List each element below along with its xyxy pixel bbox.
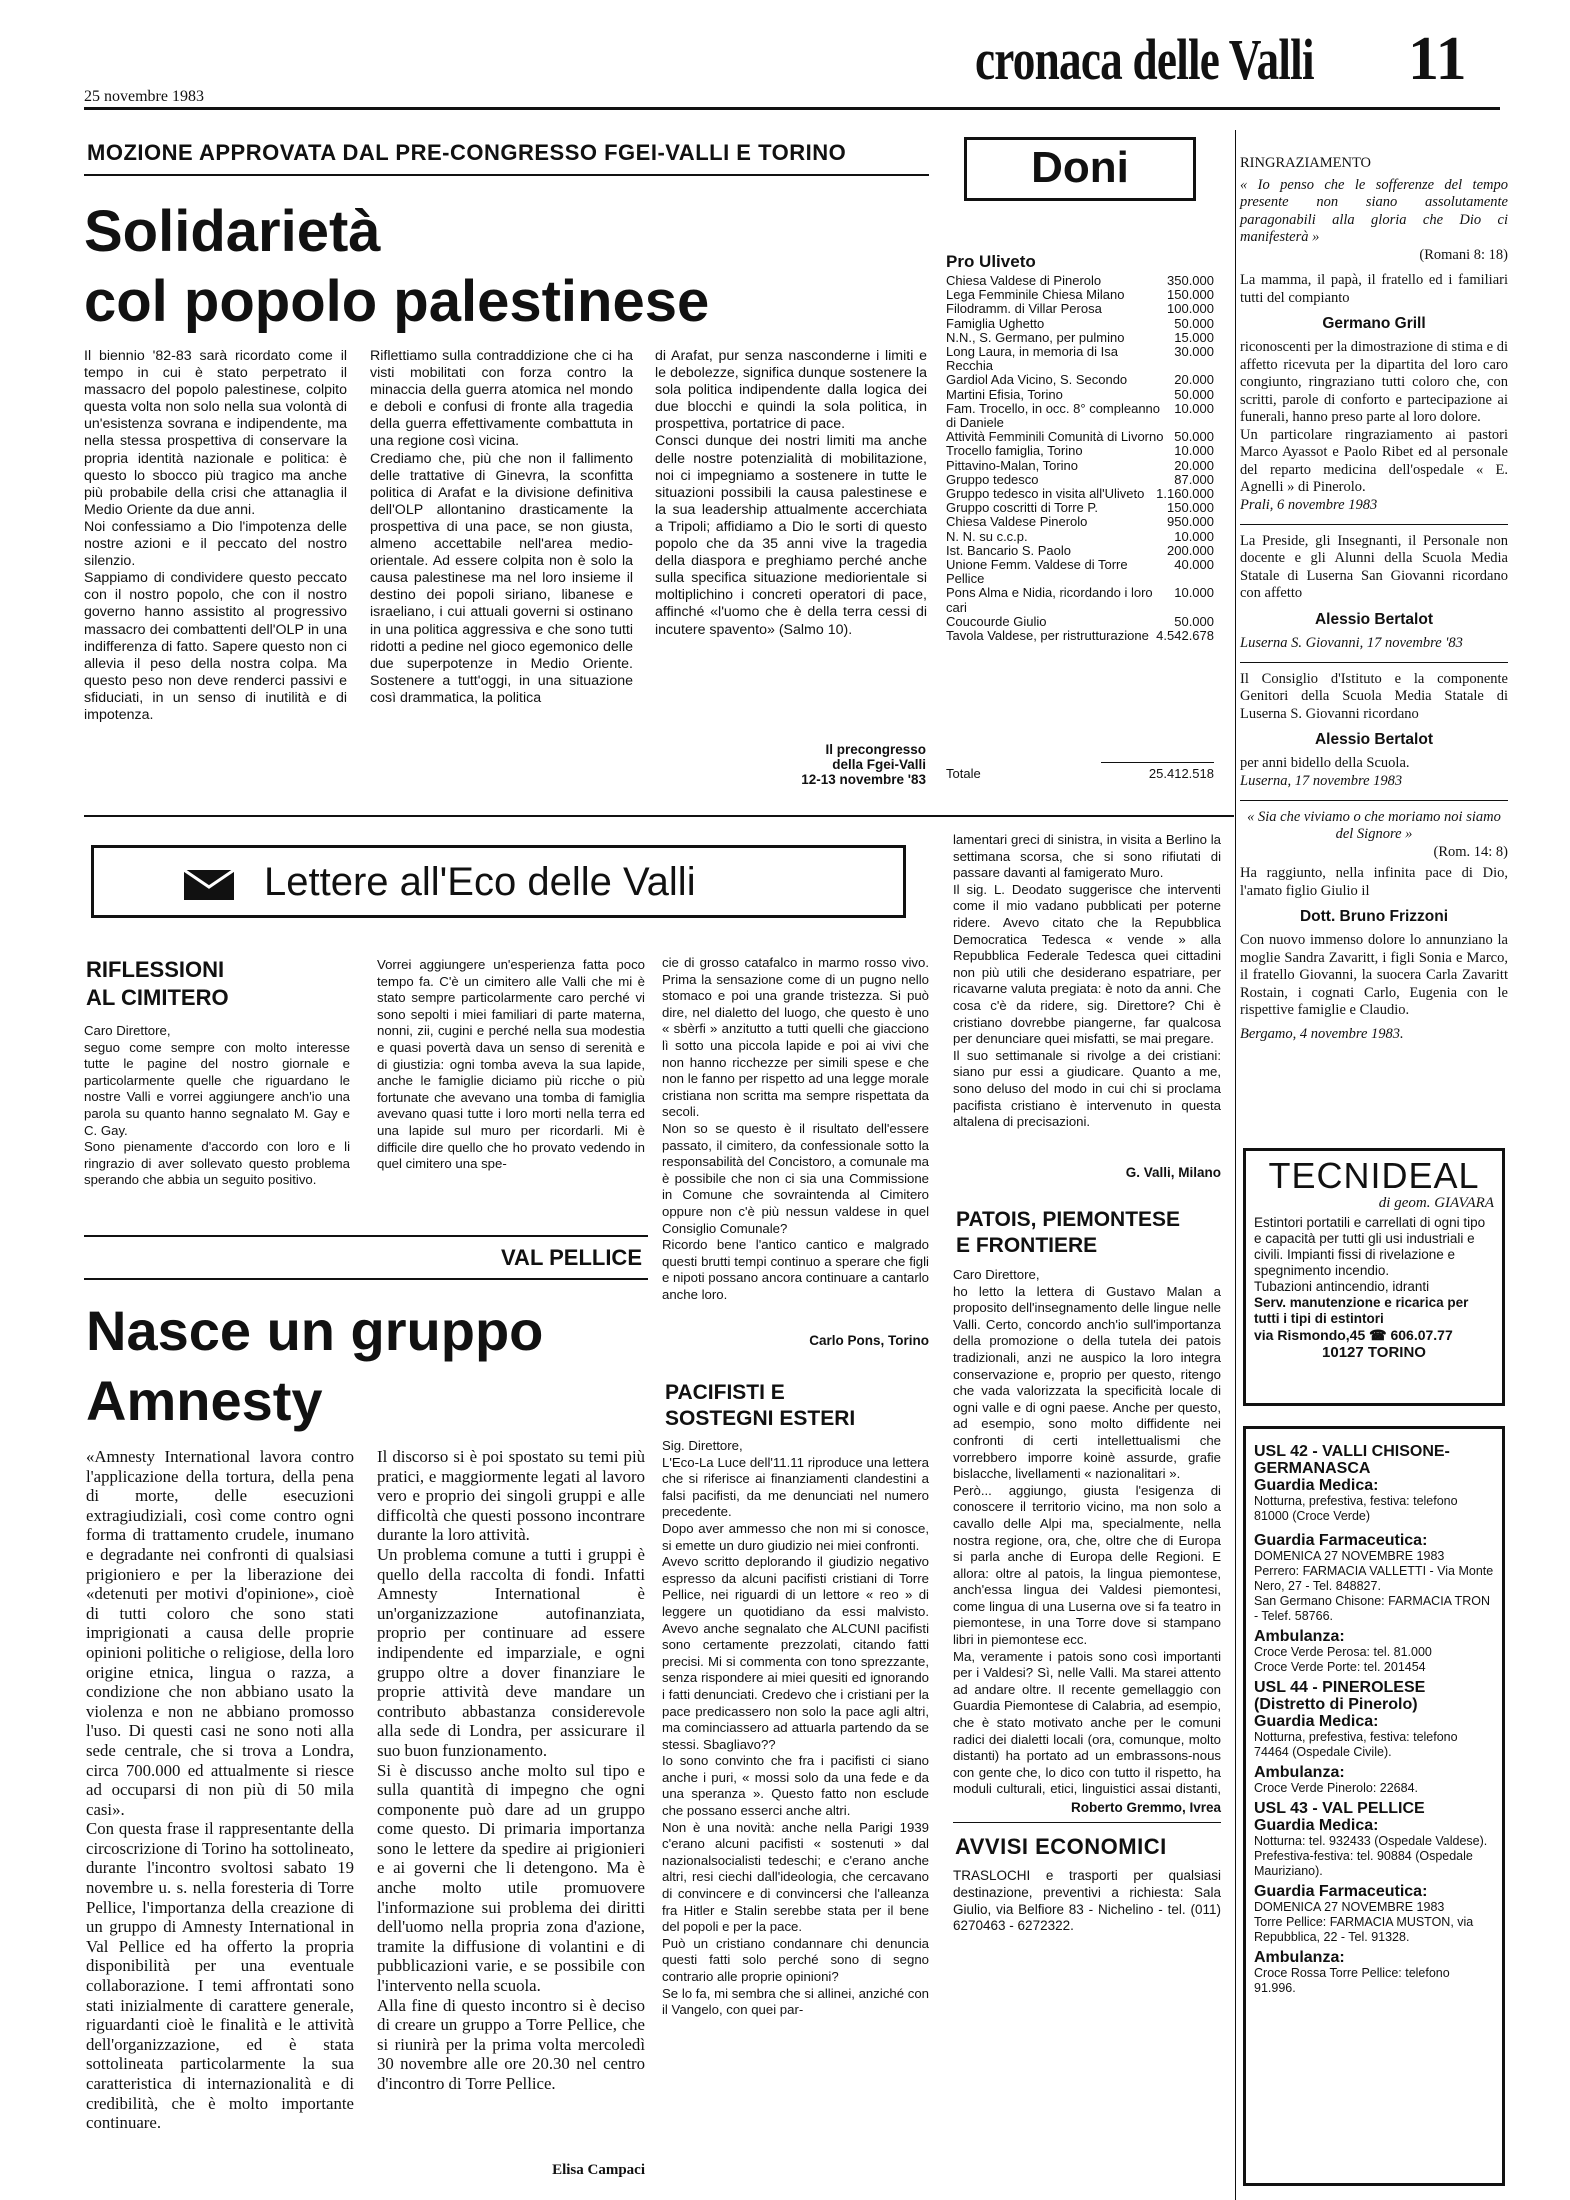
usl-subtitle: Guardia Farmaceutica: — [1254, 1883, 1428, 1900]
tecnideal-text: Tubazioni antincendio, idranti — [1254, 1279, 1430, 1294]
doni-donor: Pons Alma e Nidia, ricordando i loro cari — [946, 585, 1153, 615]
letters-banner — [91, 845, 906, 918]
obituary-text: Con nuovo immenso dolore lo annunziano la moglie Sandra Zavaritt, i figli Sonia e Marco, il fratello Giovanni, la suocera Carla Zavaritt Rostain, i cognati Carlo, Eugenia con le rispettive famiglie e Claudio. — [1240, 932, 1508, 1018]
quote-1-ref: (Romani 8: 18) — [1419, 246, 1508, 263]
usl-text: Notturna, prefestiva, festiva: telefono 81000 (Croce Verde) — [1254, 1494, 1458, 1523]
usl-subtitle: Ambulanza: — [1254, 1949, 1345, 1966]
tecnideal-text: Estintori portatili e carrellati di ogni tipo e capacità per tutti gli usi industriali e civili. Impianti fissi di rivelazione e spegnimento incendio. — [1254, 1215, 1486, 1278]
lead-article — [84, 130, 929, 815]
doni-total — [946, 767, 1214, 781]
lead-column-2: Riflettiamo sulla contraddizione che ci ha visti mobilitati con forza contro la minaccia della guerra atomica nel mondo e deboli e confusi di fronte alla tragedia della guerra effettivamente combattuta in una regione così vicina. Crediamo che, più che non il fallimento delle trattative di Ginevra, la sconfitta politica di Arafat e la divisione definitiva dell'OLP allontanino drasticamente la prospettiva di una pace, se non giusta, almeno accettabile nell'area medio-orientale. Ad essere colpita non è solo la causa palestinese ma nel loro insieme il destino dei popoli siriano, libanese e israeliano, i cui attuali governi si ostinano in una politica aggressiva e che sono tutti ridotti a pedine nel gioco egemonico delle due superpotenze in Medio Oriente. Sostenere a tutt'oggi, in una situazione così drammatica, la politica — [370, 348, 633, 706]
riflessioni-body: Caro Direttore, seguo come sempre con molto interesse tutte le pagine del nostro giornale e particolarmente quelle che riguardano le nostre Valli e vorrei aggiungere anch'io una parola su quanto hanno segnalato M. Gay e C. Gay. Sono pienamente d'accordo con loro e li ringrazio di aver sollevato questo problema sperando che abbia un seguito positivo. — [84, 1023, 350, 1188]
doni-row — [946, 473, 1214, 487]
lead-signature-line: Il precongresso — [825, 742, 926, 757]
ringraziamento-title: RINGRAZIAMENTO — [1240, 155, 1372, 171]
tecnideal-brand: TECNIDEAL — [1268, 1155, 1480, 1196]
obituary-text: riconoscenti per la dimostrazione di stima e di affetto ricevuta per la dipartita del loro caro congiunto, ringraziano tutti coloro che, con scritti, parole di conforto e partecipazione ai funerali, hanno preso parte al loro dolore. Un particolare ringraziamento ai pastori Marco Ayassot e Paolo Ribet ed al personale del reparto medicina dell'ospedale « E. Agnelli » di Pinerolo. — [1240, 339, 1508, 495]
doni-row — [946, 373, 1214, 387]
section-rule — [953, 1822, 1221, 1823]
doni-row — [946, 558, 1214, 586]
obituary-text: Ha raggiunto, nella infinita pace di Dio, l'amato figlio Giulio il — [1240, 865, 1508, 899]
section-rule — [84, 1235, 648, 1237]
letter-column: lamentari greci di sinistra, in visita a Berlino la settimana scorsa, che si sono rifiutati di passare davanti al famigerato Muro. Il sig. L. Deodato suggerisce che interventi come il mio vadano pubblicati per poterne ridere. Avevo citato che la Repubblica Democratica Tedesca « vende » alla Repubblica Federale Tedesca quei cittadini non più utili che desiderano espatriare, per ricavarne valuta pregiata: è noto da anni. Che cosa c'è da ridere, sig. Direttore? Chi è cristiano dovrebbe piangerne, far qualcosa per denunciare quei misfatti, se mai pregare. Il suo settimanale si rivolge a dei cristiani: siano pur essi a giudicare. Quanto a me, sono deluso del modo in cui chi si proclama pacifista cristiano è intervenuto in questa altalena di precisazioni. — [953, 832, 1221, 1130]
doni-donor: Coucourde Giulio — [946, 613, 1047, 629]
obituary-name: Alessio Bertalot — [1314, 610, 1433, 628]
envelope-icon — [184, 870, 234, 900]
usl-text: Croce Verde Pinerolo: 22684. — [1254, 1781, 1418, 1795]
tecnideal-address: via Rismondo,45 ☎ 606.07.77 — [1254, 1327, 1453, 1343]
lead-signature — [704, 742, 926, 787]
doni-amount: 10.000 — [1174, 400, 1214, 416]
quote-2: « Sia che viviamo o che moriamo noi siamo del Signore » — [1247, 808, 1501, 842]
patois-title: PATOIS, PIEMONTESE — [956, 1208, 1181, 1231]
doni-row — [946, 288, 1214, 302]
tecnideal-by: di geom. GIAVARA — [1378, 1195, 1494, 1211]
lead-column-1: Il biennio '82-83 sarà ricordato come il tempo in cui è stato perpetrato il massacro del popolo palestinese, colpito questa volta non solo nella sua volontà di un'esistenza sovrana e indipendente, ma nella stessa prospettiva di conservare la propria identità nazionale e politica: è questo lo sbocco più tragico ma anche più probabile della crisi che attanaglia il Medio Oriente da due anni. Noi confessiamo a Dio l'impotenza delle nostre azioni e il peccato del nostro silenzio. Sappiamo di condividere questo peccato con il nostro popolo, che con il nostro governo hanno assistito al progressivo massacro dei combattenti dell'OLP in una indifferenza di fatto. Sapere questo non ci allevia il peso della nostra colpa. Ma questo peso non deve renderci passivi e sfiduciati, in un senso di inutilità e di impotenza. — [84, 348, 347, 723]
lead-signature-line: 12-13 novembre '83 — [801, 772, 926, 787]
tecnideal-city: 10127 TORINO — [1322, 1344, 1426, 1361]
doni-amount: 40.000 — [1174, 557, 1214, 573]
quote-2-ref: (Rom. 14: 8) — [1433, 843, 1508, 860]
doni-amount: 20.000 — [1174, 457, 1214, 473]
pacifisti-title: PACIFISTI E — [665, 1381, 785, 1404]
obituary-name: Germano Grill — [1322, 315, 1426, 332]
lead-column-3: di Arafat, pur senza nasconderne i limiti e le debolezze, significa dunque sostenere la sola politica indipendente dalla logica dei due blocchi e quindi la sola politica, in prospettiva, portatrice di pace. Consci dunque dei nostri limiti ma anche delle nostre potenzialità di mobilitazione, noi ci impegniamo a sostenere in tutte le situazioni possibili la causa palestinese e la sua leadership attualmente accerchiata a Tripoli; affidiamo a Dio le sorti di questo popolo che da 35 anni vive la tragedia della diaspora e preghiamo perché anche sulla specifica situazione mediorientale si moltiplichino i concreti operatori di pace, affinché «l'uomo che è della terra cessi di incutere spavento» (Salmo 10). — [655, 348, 927, 638]
kicker-rule — [84, 174, 929, 176]
doni-donor: N. N. su c.c.p. — [946, 528, 1028, 544]
usl-subtitle: Guardia Medica: — [1254, 1817, 1379, 1834]
riflessioni-title: AL CIMITERO — [86, 985, 229, 1010]
doni-amount: 30.000 — [1174, 344, 1214, 360]
doni-row — [946, 615, 1214, 629]
doni-row — [946, 388, 1214, 402]
doni-donor: Ist. Bancario S. Paolo — [946, 542, 1072, 558]
avvisi-body: TRASLOCHI e trasporti per qualsiasi destinazione, preventivi a richiesta: Sala Giulio, via Belfiore 83 - Nichelino - tel. (011) 6270463 - 6272322. — [953, 1868, 1221, 1934]
doni-row — [946, 586, 1214, 614]
usl-title: USL 43 - VAL PELLICE — [1254, 1800, 1425, 1817]
doni-row — [946, 629, 1214, 643]
doni-amount: 87.000 — [1174, 471, 1214, 487]
doni-donor: Fam. Trocello, in occ. 8° compleanno di Daniele — [946, 400, 1161, 431]
usl-text: Croce Verde Perosa: tel. 81.000 Croce Verde Porte: tel. 201454 — [1254, 1645, 1432, 1674]
doni-donor: Gardiol Ada Vicino, S. Secondo — [946, 372, 1128, 388]
doni-amount: 50.000 — [1174, 315, 1214, 331]
doni-row — [946, 459, 1214, 473]
usl-subtitle: Guardia Medica: — [1254, 1477, 1379, 1494]
doni-row — [946, 302, 1214, 316]
doni-donor: Chiesa Valdese Pinerolo — [946, 514, 1088, 530]
letter-column: Vorrei aggiungere un'esperienza fatta poco tempo fa. C'è un cimitero alle Valli che mi è stato sempre particolarmente caro perché vi sono sepolti i miei familiari di parte materna, nonni, zii, cugini e perché nella sua modestia e quasi povertà dava un senso di serenità e di giustizia: ogni tomba aveva la sua lapide, anche le famiglie diciamo più ricche o più fortunate che avevano una tomba di famiglia avevano quasi tutte i loro morti nella terra ed una lapide sul muro per ricordarli. Mi è difficile dire quello che ho provato vedendo in quel cimitero una spe- — [377, 957, 645, 1172]
doni-amount: 50.000 — [1174, 429, 1214, 445]
issue-date: 25 novembre 1983 — [84, 88, 204, 105]
tecnideal-service: Serv. manutenzione e ricarica per tutti i tipi di estintori — [1254, 1295, 1469, 1326]
doni-amount: 15.000 — [1174, 329, 1214, 345]
doni-title: Doni — [1031, 143, 1129, 192]
patois-title: E FRONTIERE — [956, 1234, 1098, 1257]
doni-row — [946, 530, 1214, 544]
quote-1: « Io penso che le sofferenze del tempo presente non siano assolutamente paragonabili alla gloria che Dio ci manifesterà » — [1240, 176, 1508, 245]
doni-amount: 10.000 — [1174, 443, 1214, 459]
usl-box — [1243, 1426, 1505, 2186]
doni-row — [946, 331, 1214, 345]
obituary-text: La Preside, gli Insegnanti, il Personale non docente e gli Alunni della Scuola Media Statale di Luserna San Giovanni ricordano con affetto — [1240, 532, 1508, 601]
obituary-name: Alessio Bertalot — [1314, 731, 1433, 748]
lead-headline-2: col popolo palestinese — [84, 269, 710, 334]
obituary-date: Prali, 6 novembre 1983 — [1240, 496, 1378, 513]
doni-row — [946, 444, 1214, 458]
doni-donor: Gruppo tedesco — [946, 471, 1039, 487]
usl-title: USL 42 - VALLI CHISONE-GERMANASCA — [1254, 1443, 1450, 1477]
amnesty-headline-1: Nasce un gruppo — [86, 1299, 544, 1362]
amnesty-kicker: VAL PELLICE — [501, 1245, 642, 1270]
usl-title: USL 44 - PINEROLESE (Distretto di Pinerolo) — [1254, 1679, 1426, 1713]
usl-text: Notturna: tel. 932433 (Ospedale Valdese). Prefestiva-festiva: tel. 90884 (Ospedale Mauriziano). — [1254, 1834, 1488, 1878]
doni-amount: 350.000 — [1167, 273, 1214, 288]
amnesty-headline-2: Amnesty — [86, 1369, 323, 1432]
usl-subtitle: Ambulanza: — [1254, 1628, 1345, 1645]
doni-donor: Tavola Valdese, per ristrutturazione — [946, 628, 1149, 644]
patois-signature: Roberto Gremmo, Ivrea — [1070, 1800, 1221, 1815]
doni-amount: 150.000 — [1167, 287, 1214, 303]
doni-row — [946, 544, 1214, 558]
doni-amount: 100.000 — [1167, 301, 1214, 317]
doni-row — [946, 402, 1214, 430]
usl-subtitle: Ambulanza: — [1254, 1764, 1345, 1781]
doni-total-rule — [1101, 762, 1214, 763]
doni-row — [946, 501, 1214, 515]
letter-signature: G. Valli, Milano — [1125, 1165, 1221, 1180]
doni-amount: 50.000 — [1174, 613, 1214, 629]
doni-amount: 1.160.000 — [1156, 486, 1214, 502]
lead-headline-1: Solidarietà — [84, 199, 381, 264]
doni-amount: 50.000 — [1174, 386, 1214, 402]
doni-row — [946, 430, 1214, 444]
doni-donor: Gruppo tedesco in visita all'Uliveto — [946, 486, 1145, 502]
doni-amount: 150.000 — [1167, 500, 1214, 516]
pacifisti-title: SOSTEGNI ESTERI — [665, 1407, 856, 1430]
obituary-text: La mamma, il papà, il fratello ed i familiari tutti del compianto — [1240, 272, 1508, 306]
doni-subtitle: Pro Uliveto — [946, 252, 1036, 271]
riflessioni-title: RIFLESSIONI — [86, 957, 225, 982]
masthead-title: cronaca delle Valli — [975, 27, 1314, 92]
amnesty-signature: Elisa Campaci — [552, 2162, 645, 2178]
doni-amount: 4.542.678 — [1156, 628, 1214, 644]
doni-amount: 950.000 — [1167, 514, 1214, 530]
obituary-date: Luserna, 17 novembre 1983 — [1240, 772, 1403, 789]
tecnideal-ad — [1243, 1148, 1505, 1406]
amnesty-column-2: Il discorso si è poi spostato su temi più pratici, e maggiormente legati al lavoro vero e proprio dei singoli gruppi e alle difficoltà che questi possono incontrare durante la loro attività. Un problema comune a tutti i gruppi è quello della raccolta di fondi. Infatti Amnesty International è un'organizzazione autofinanziata, proprio per continuare ad essere indipendente ed imparziale, e ogni gruppo oltre a dover finanziare le proprie attività deve mandare un contributo abbastanza considerevole alla sede di Londra, per assicurare il suo buon funzionamento. Si è discusso anche molto sul tipo e sulla quantità di impegno che ogni componente può dare ad un gruppo come questo. Di primaria importanza sono le lettere da spedire ai prigionieri e ai governi che li detengono. Ma è anche molto utile promuovere l'informazione sui problema dei diritti dell'uomo nella propria zona d'azione, tramite la diffusione di volantini e di pubblicazioni varie, e se possibile con l'intervento nella scuola. Alla fine di questo incontro si è deciso di creare un gruppo a Torre Pellice, che si riunirà per la prima volta mercoledì 30 novembre alle ore 20.30 nel centro d'incontro di Torre Pellice. — [377, 1447, 645, 2093]
letters-banner-title: Lettere all'Eco delle Valli — [264, 860, 696, 904]
usl-text: Croce Rossa Torre Pellice: telefono 91.996. — [1254, 1966, 1450, 1995]
doni-donor: Chiesa Valdese di Pinerolo — [946, 273, 1102, 288]
obituaries-column — [1240, 135, 1508, 1180]
doni-row — [946, 274, 1214, 288]
doni-row — [946, 345, 1214, 373]
doni-box — [946, 137, 1216, 787]
usl-text: Notturna, prefestiva, festiva: telefono 74464 (Ospedale Civile). — [1254, 1730, 1458, 1759]
obituary-text: Il Consiglio d'Istituto e la componente Genitori della Scuola Media Statale di Luserna S. Giovanni ricordano — [1240, 670, 1508, 722]
section-rule — [84, 1278, 648, 1280]
pacifisti-body: Sig. Direttore, L'Eco-La Luce dell'11.11 riproduce una lettera che si riferisce ai finanziamenti clandestini a falsi pacifisti, da me denunciati nel numero precedente. Dopo aver ammesso che non mi si conosce, si emette un duro giudizio nei miei confronti. Avevo scritto deplorando il giudizio negativo espresso da alcuni pacifisti cristiani di Torre Pellice, nei riguardi di un lettore « reo » di leggere un quotidiano da essi malvisto. Avevo anche segnalato che ALCUNI pacifisti sono certamente prezzolati, citando fatti precisi. Mi si commenta con tono sprezzante, senza rispondere ai miei quesiti ed ignorando i fatti denunciati. Credevo che i cristiani per la pace predicassero non solo la pace agli altri, ma cominciassero ad attuarla partendo da se stessi. Sbagliavo?? Io sono convinto che fra i pacifisti ci siano anche i puri, « mossi solo da una fede e da una speranza ». Questo fatto non esclude che possano esserci anche altri. Non è una novità: anche nella Parigi 1939 c'erano alcuni pacifisti « sostenuti » dal nazionalsocialisti tedeschi; e c'erano anche altri, resi ciechi dall'ideologia, che cercavano di convincere e di convincersi che l'alleanza fra Hitler e Stalin serebbe stata per il bene del popoli e per la pace. Può un cristiano condannare chi denuncia questi fatti solo perché sono di segno contrario alle proprie opinioni? Se lo fa, mi sembra che si allinei, anziché con il Vangelo, con quei par- — [662, 1438, 929, 2018]
doni-donor: Pittavino-Malan, Torino — [946, 457, 1078, 473]
doni-donor: Martini Efisia, Torino — [946, 386, 1063, 402]
obituary-date: Bergamo, 4 novembre 1983. — [1240, 1025, 1404, 1042]
doni-row — [946, 317, 1214, 331]
doni-total-label: Totale — [946, 766, 981, 781]
doni-amount: 200.000 — [1167, 542, 1214, 558]
masthead — [0, 0, 1570, 110]
letter-column: cie di grosso catafalco in marmo rosso vivo. Prima la sensazione come di un pugno nello stomaco e poi una grande tristezza. Si può dire, nel dialetto del luogo, che questo è uno « sbèrfi » anzitutto a tutti quelli che giacciono lì sotto una piccola lapide e poi ai vivi che non hanno ricchezze per simili spese e che non le fanno per rispetto ad una legge morale cristiana non scritta ma sempre rispettata da secoli. Non so se questo è il risultato dell'essere passato, il cimitero, da confessionale sotto la responsabilità del Concistoro, a comunale ma è possibile che non ci sia una Commissione in Comune che sovraintenda al Cimitero oppure non c'è più nessun valdese in quel Consiglio Comunale? Ricordo bene l'antico cantico e malgrado questi brutti tempi continuo a sperare che figli e nipoti possano ancora continuare a cantarlo anche loro. — [662, 955, 929, 1302]
doni-donor: Gruppo coscritti di Torre P. — [946, 500, 1098, 516]
usl-subtitle: Guardia Farmaceutica: — [1254, 1532, 1428, 1549]
doni-donor: Long Laura, in memoria di Isa Recchia — [946, 344, 1118, 374]
usl-text: DOMENICA 27 NOVEMBRE 1983 Torre Pellice: FARMACIA MUSTON, via Repubblica, 22 - Tel. 91328. — [1254, 1900, 1474, 1944]
obituary-date: Luserna S. Giovanni, 17 novembre '83 — [1240, 634, 1463, 651]
lead-signature-line: della Fgei-Valli — [832, 757, 926, 772]
amnesty-column-1: «Amnesty International lavora contro l'applicazione della tortura, della pena di morte, delle esecuzioni extragiudiziali, così come contro ogni forma di trattamento crudele, inumano e degradante nei confronti di qualsiasi prigioniero e per la liberazione dei «detenuti per motivi d'opinione», cioè di tutti coloro che sono stati imprigionati a causa delle proprie opinioni politiche o religiose, della loro origine etnica, lingua o razza, a condizione che non abbiano usato la violenza e non ne abbiano promosso l'uso. Di questi casi ne sono noti alla sede centrale, che si trova a Londra, circa 700.000 ed attualmente si riesce ad occuparsi di non più di 50 mila casi». Con questa frase il rappresentante della circoscrizione di Torino ha sottolineato, durante l'incontro svoltosi sabato 19 novembre u. s. nella foresteria di Torre Pellice, l'importanza della creazione di un gruppo di Amnesty International in Val Pellice ed ha offerto la propria disponibilità per una eventuale collaborazione. I temi affrontati sono stati inizialmente di carattere generale, riguardanti cioè le finalità e le attività dell'organizzazione, ed è stata sottolineata particolarmente la sua caratteristica di internazionalità e di credibilità, che è molto importante continuare. — [86, 1447, 354, 2133]
obituary-name: Dott. Bruno Frizzoni — [1299, 908, 1449, 925]
letter-signature: Carlo Pons, Torino — [809, 1333, 929, 1348]
doni-donor: Trocello famiglia, Torino — [946, 443, 1083, 459]
column-rule — [1235, 130, 1236, 2200]
doni-row — [946, 487, 1214, 501]
masthead-rule — [84, 107, 1500, 110]
doni-donor: Unione Femm. Valdese di Torre Pellice — [946, 557, 1128, 587]
patois-body: Caro Direttore, ho letto la lettera di Gustavo Malan a proposito dell'insegnamento delle lingue nelle Valli. Certo, concordo anch'io sull'importanza della promozione o della tutela dei patois tradizionali, anzi ne auspico la loro integra conservazione e, proprio per questo, ritengo che vada valorizzata la specificità locale di ogni valle e di ogni paese. Anche per questo, ad esempio, sono molto diffidente nei confronti di certi intellettualismi che vorrebbero imporre koinè assurde, grafie bislacche, livellamenti « nazionalitari ». Però... aggiungo, giusta l'esigenza di conoscere il territorio vicino, ma non solo a cavallo delle Alpi ma, specialmente, nella nostra regione, ora, che, oltre che di Europa si parla anche di Europa delle Regioni. E allora: oltre al patois, la lingua piemontese, anch'essa lingua dei Valdesi piemontesi, come lingua di una Luserna ove si fa teatro in piemontese, in una Torre dove si stampano libri in piemontese ecc. Ma, veramente i patois sono così importanti per i Valdesi? Sì, nelle Valli. Ma starei attento ad andare oltre. Il recente gemellaggio con Guardia Piemontese di Calabria, ad esempio, che è stato motivato anche per le comuni radici dei dialetti locali (ora, comunque, molto distanti) ha portato ad un embrassons-nous con gente che, lo dico con tutto il rispetto, ha moduli culturali, etici, linguistici assai distanti, — [953, 1267, 1221, 1797]
lead-kicker: MOZIONE APPROVATA DAL PRE-CONGRESSO FGEI-VALLI E TORINO — [87, 140, 847, 165]
usl-text: DOMENICA 27 NOVEMBRE 1983 Perrero: FARMACIA VALLETTI - Via Monte Nero, 27 - Tel. 848827. San Germano Chisone: FARMACIA TRON - Telef. 58766. — [1254, 1549, 1494, 1623]
doni-list — [946, 274, 1214, 643]
obituary-text: per anni bidello della Scuola. — [1240, 755, 1410, 771]
section-rule — [84, 815, 1234, 817]
doni-row — [946, 515, 1214, 529]
doni-amount: 10.000 — [1174, 585, 1214, 601]
doni-donor: Filodramm. di Villar Perosa — [946, 301, 1102, 317]
doni-donor: N.N., S. Germano, per pulmino — [946, 329, 1125, 345]
usl-subtitle: Guardia Medica: — [1254, 1713, 1379, 1730]
doni-donor: Famiglia Ughetto — [946, 315, 1045, 331]
avvisi-title: AVVISI ECONOMICI — [955, 1834, 1167, 1859]
doni-total-value: 25.412.518 — [1148, 766, 1214, 781]
doni-amount: 10.000 — [1174, 528, 1214, 544]
doni-amount: 20.000 — [1174, 372, 1214, 388]
doni-donor: Lega Femminile Chiesa Milano — [946, 287, 1125, 303]
doni-donor: Attività Femminili Comunità di Livorno — [946, 429, 1164, 445]
page-number: 11 — [1408, 25, 1467, 93]
